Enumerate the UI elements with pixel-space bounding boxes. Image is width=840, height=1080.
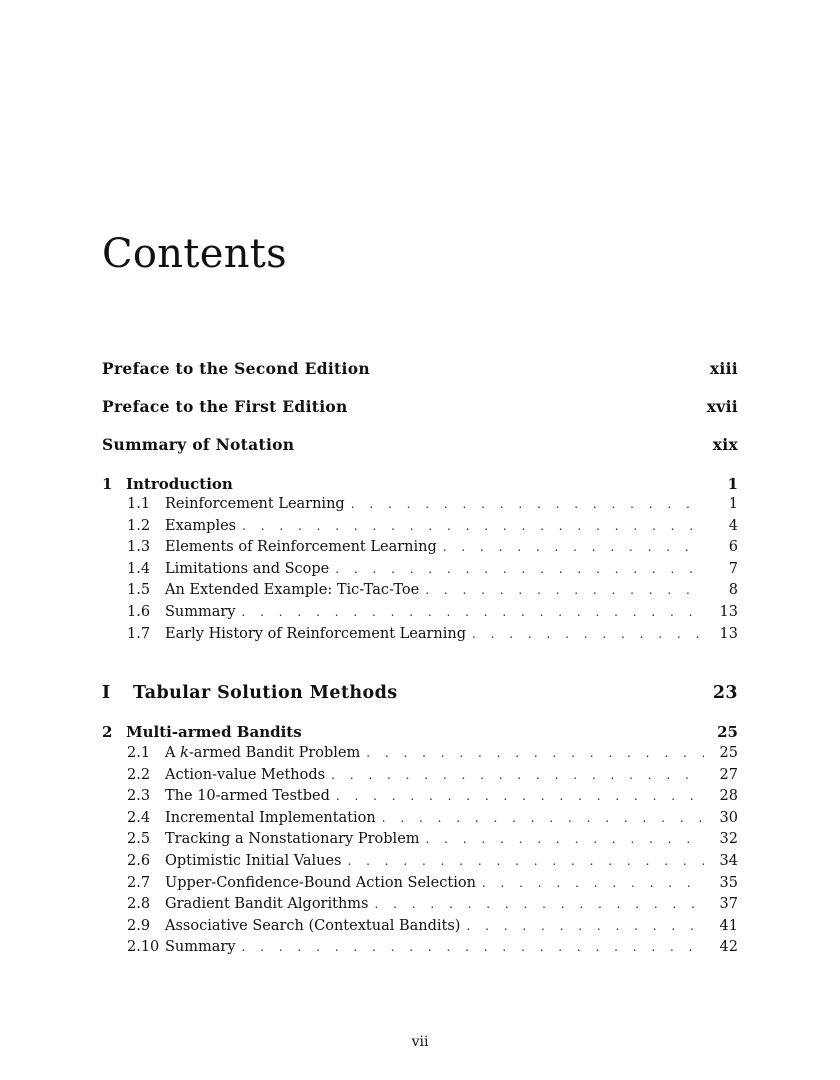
section-number: 2.2 xyxy=(127,766,151,783)
section-title: Tracking a Nonstationary Problem xyxy=(165,831,420,848)
section-number: 2.8 xyxy=(127,896,151,913)
section-page: 1 xyxy=(728,496,738,512)
section-number: 2.6 xyxy=(127,852,151,869)
leader-dots xyxy=(336,786,704,808)
chapter-number: 1 xyxy=(102,475,113,493)
section-number: 2.1 xyxy=(127,745,151,761)
toc-entry-title: Summary of Notation xyxy=(102,435,295,454)
part-title: Tabular Solution Methods xyxy=(133,683,398,703)
toc-section[interactable] xyxy=(127,537,738,559)
toc-section[interactable] xyxy=(127,559,738,581)
toc-section[interactable] xyxy=(127,808,738,830)
toc-section[interactable] xyxy=(127,851,738,873)
leader-dots xyxy=(242,937,704,959)
leader-dots xyxy=(425,580,704,602)
toc-section[interactable] xyxy=(127,829,738,851)
toc-section[interactable] xyxy=(127,743,738,765)
leader-dots xyxy=(335,559,704,581)
section-page: 7 xyxy=(728,560,738,577)
section-page: 27 xyxy=(719,766,738,783)
toc-entry-page: xiii xyxy=(709,359,738,378)
section-title: Incremental Implementation xyxy=(165,809,376,826)
section-title: Upper-Confidence-Bound Action Selection xyxy=(165,874,476,891)
leader-dots xyxy=(482,873,704,895)
section-number: 2.10 xyxy=(127,939,160,956)
section-page: 28 xyxy=(719,788,738,805)
toc-entry-page: xix xyxy=(712,435,738,454)
toc-section[interactable] xyxy=(127,765,738,787)
section-page: 25 xyxy=(719,745,738,761)
chapter-title: Introduction xyxy=(126,475,233,493)
section-page: 34 xyxy=(719,852,738,869)
section-page: 37 xyxy=(719,896,738,913)
section-page: 30 xyxy=(719,809,738,826)
section-number: 2.7 xyxy=(127,874,151,891)
toc-entry-title: Preface to the First Edition xyxy=(102,397,348,416)
section-title: Summary xyxy=(165,603,236,620)
toc-section[interactable] xyxy=(127,602,738,624)
section-page: 35 xyxy=(719,874,738,891)
section-number: 1.7 xyxy=(127,625,151,642)
toc-part-1[interactable] xyxy=(102,682,738,704)
toc-section[interactable] xyxy=(127,873,738,895)
section-number: 1.1 xyxy=(127,496,151,512)
section-number: 2.9 xyxy=(127,917,151,934)
section-page: 32 xyxy=(719,831,738,848)
leader-dots xyxy=(374,894,704,916)
toc-chapter-1[interactable] xyxy=(102,474,738,494)
section-title: Examples xyxy=(165,517,237,534)
section-page: 6 xyxy=(728,539,738,556)
section-title-italic: k xyxy=(180,745,189,761)
section-number: 2.3 xyxy=(127,788,151,805)
section-title: Action-value Methods xyxy=(165,766,326,783)
chapter-title: Multi-armed Bandits xyxy=(126,723,302,741)
leader-dots xyxy=(348,851,705,873)
leader-dots xyxy=(382,808,704,830)
toc-entry-preface-first[interactable] xyxy=(102,397,738,417)
section-number: 2.4 xyxy=(127,809,151,826)
section-title xyxy=(165,743,366,765)
section-page: 13 xyxy=(719,625,738,642)
toc-section[interactable] xyxy=(127,516,738,538)
section-number: 1.6 xyxy=(127,603,151,620)
toc-entry-preface-second[interactable] xyxy=(102,359,738,379)
toc-section[interactable] xyxy=(127,494,738,516)
toc-entry-title: Preface to the Second Edition xyxy=(102,359,370,378)
toc-section[interactable] xyxy=(127,624,738,646)
toc-section[interactable] xyxy=(127,916,738,938)
section-title: Gradient Bandit Algorithms xyxy=(165,896,369,913)
toc-entry-summary-notation[interactable] xyxy=(102,435,738,455)
section-page: 41 xyxy=(719,917,738,934)
section-number: 1.3 xyxy=(127,539,151,556)
leader-dots xyxy=(466,916,704,938)
toc-section[interactable] xyxy=(127,894,738,916)
section-page: 8 xyxy=(728,582,738,599)
part-page: 23 xyxy=(712,683,738,703)
section-page: 42 xyxy=(719,939,738,956)
leader-dots xyxy=(426,829,704,851)
part-number: I xyxy=(102,683,111,703)
toc-chapter-2[interactable] xyxy=(102,722,738,742)
section-title: Summary xyxy=(165,939,236,956)
section-number: 1.5 xyxy=(127,582,151,599)
section-title-pre: A xyxy=(165,745,181,761)
leader-dots xyxy=(242,516,704,538)
leader-dots xyxy=(242,602,704,624)
toc-section[interactable] xyxy=(127,937,738,959)
chapter-number: 2 xyxy=(102,723,113,741)
chapter-1-sections xyxy=(127,494,738,645)
section-number: 1.4 xyxy=(127,560,151,577)
chapter-page: 1 xyxy=(727,475,738,493)
toc-entry-page: xvii xyxy=(706,397,738,416)
section-number: 1.2 xyxy=(127,517,151,534)
section-title: Optimistic Initial Values xyxy=(165,852,342,869)
section-title: Limitations and Scope xyxy=(165,560,330,577)
chapter-2-sections xyxy=(127,743,738,959)
section-page: 13 xyxy=(719,603,738,620)
leader-dots xyxy=(331,765,704,787)
section-title: An Extended Example: Tic-Tac-Toe xyxy=(165,582,420,599)
section-title-post: -armed Bandit Problem xyxy=(188,745,361,761)
section-title: Elements of Reinforcement Learning xyxy=(165,539,437,556)
section-title: Reinforcement Learning xyxy=(165,496,345,512)
section-number: 2.5 xyxy=(127,831,151,848)
leader-dots xyxy=(351,494,704,516)
section-page: 4 xyxy=(728,517,738,534)
section-title: Early History of Reinforcement Learning xyxy=(165,625,467,642)
section-title: Associative Search (Contextual Bandits) xyxy=(165,917,461,934)
page-title: Contents xyxy=(102,231,287,277)
toc-section[interactable] xyxy=(127,580,738,602)
toc-section[interactable] xyxy=(127,786,738,808)
chapter-page: 25 xyxy=(717,723,738,741)
leader-dots xyxy=(472,624,704,646)
leader-dots xyxy=(366,743,704,765)
section-title: The 10-armed Testbed xyxy=(165,788,330,805)
leader-dots xyxy=(443,537,704,559)
page-number: vii xyxy=(411,1034,429,1050)
